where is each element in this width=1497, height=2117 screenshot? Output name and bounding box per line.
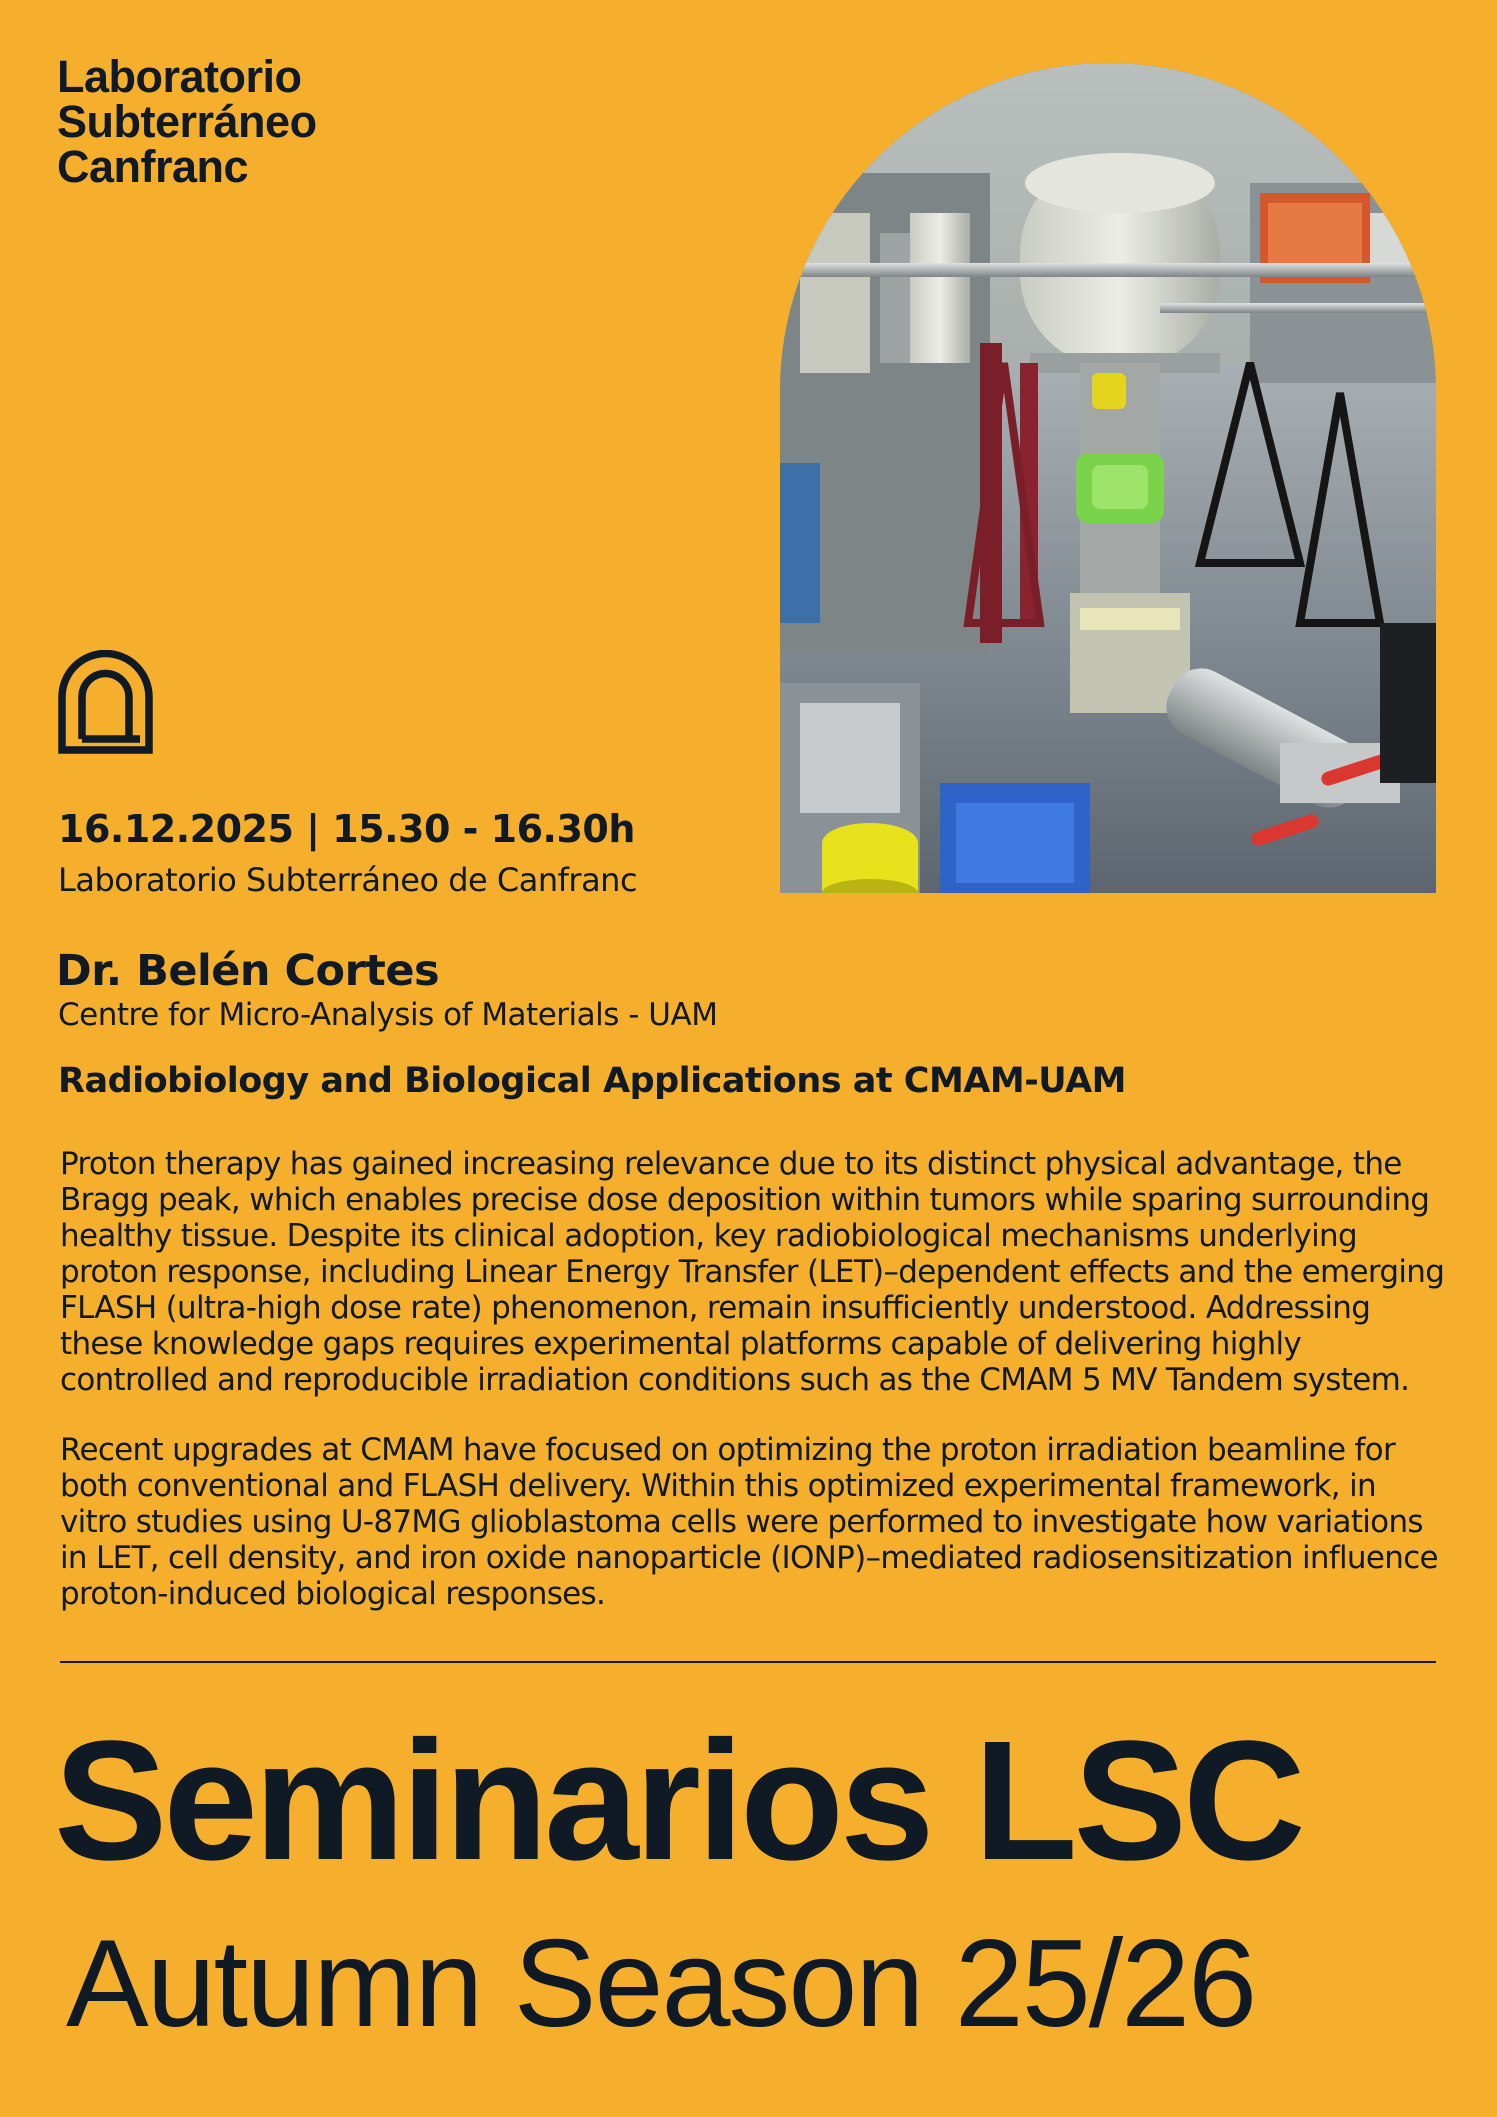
laboratory-accelerator-photo bbox=[780, 63, 1436, 893]
organization-name bbox=[57, 51, 317, 192]
organization-name-line: Canfranc bbox=[57, 141, 249, 192]
talk-abstract bbox=[60, 1146, 1450, 1646]
speaker-name: Dr. Belén Cortes bbox=[56, 946, 440, 996]
organization-name-line: Subterráneo bbox=[57, 96, 317, 147]
lsc-arch-logo-icon bbox=[58, 650, 153, 754]
talk-title: Radiobiology and Biological Applications at CMAM-UAM bbox=[58, 1061, 1127, 1101]
laboratory-photo-illustration bbox=[780, 63, 1436, 893]
event-date-time: 16.12.2025 | 15.30 - 16.30h bbox=[58, 807, 635, 851]
speaker-affiliation: Centre for Micro-Analysis of Materials - UAM bbox=[58, 997, 718, 1033]
seminar-season: Autumn Season 25/26 bbox=[66, 1915, 1256, 2053]
organization-name-line: Laboratorio bbox=[57, 51, 302, 102]
event-venue: Laboratorio Subterráneo de Canfranc bbox=[58, 861, 638, 899]
lsc-arch-logo-shape bbox=[58, 650, 153, 754]
section-divider bbox=[60, 1661, 1436, 1663]
abstract-paragraph: Recent upgrades at CMAM have focused on optimizing the proton irradiation beamline for both conventional and FLASH delivery. Within this optimized experimental framework, in vitro studies using U-87MG glioblastoma cells were performed to investigate how variations in LET, cell density, and iron oxide nanoparticle (IONP)–mediated radiosensitization influence proton-induced biological responses. bbox=[60, 1432, 1438, 1612]
seminar-series-title: Seminarios LSC bbox=[54, 1706, 1302, 1896]
abstract-paragraph: Proton therapy has gained increasing relevance due to its distinct physical advantage, the Bragg peak, which enables precise dose deposition within tumors while sparing surrounding healthy tissue. Despite its clinical adoption, key radiobiological mechanisms underlying proton response, including Linear Energy Transfer (LET)–dependent effects and the emerging FLASH (ultra-high dose rate) phenomenon, remain insufficiently understood. Addressing these knowledge gaps requires experimental platforms capable of delivering highly controlled and reproducible irradiation conditions such as the CMAM 5 MV Tandem system. bbox=[60, 1146, 1445, 1398]
